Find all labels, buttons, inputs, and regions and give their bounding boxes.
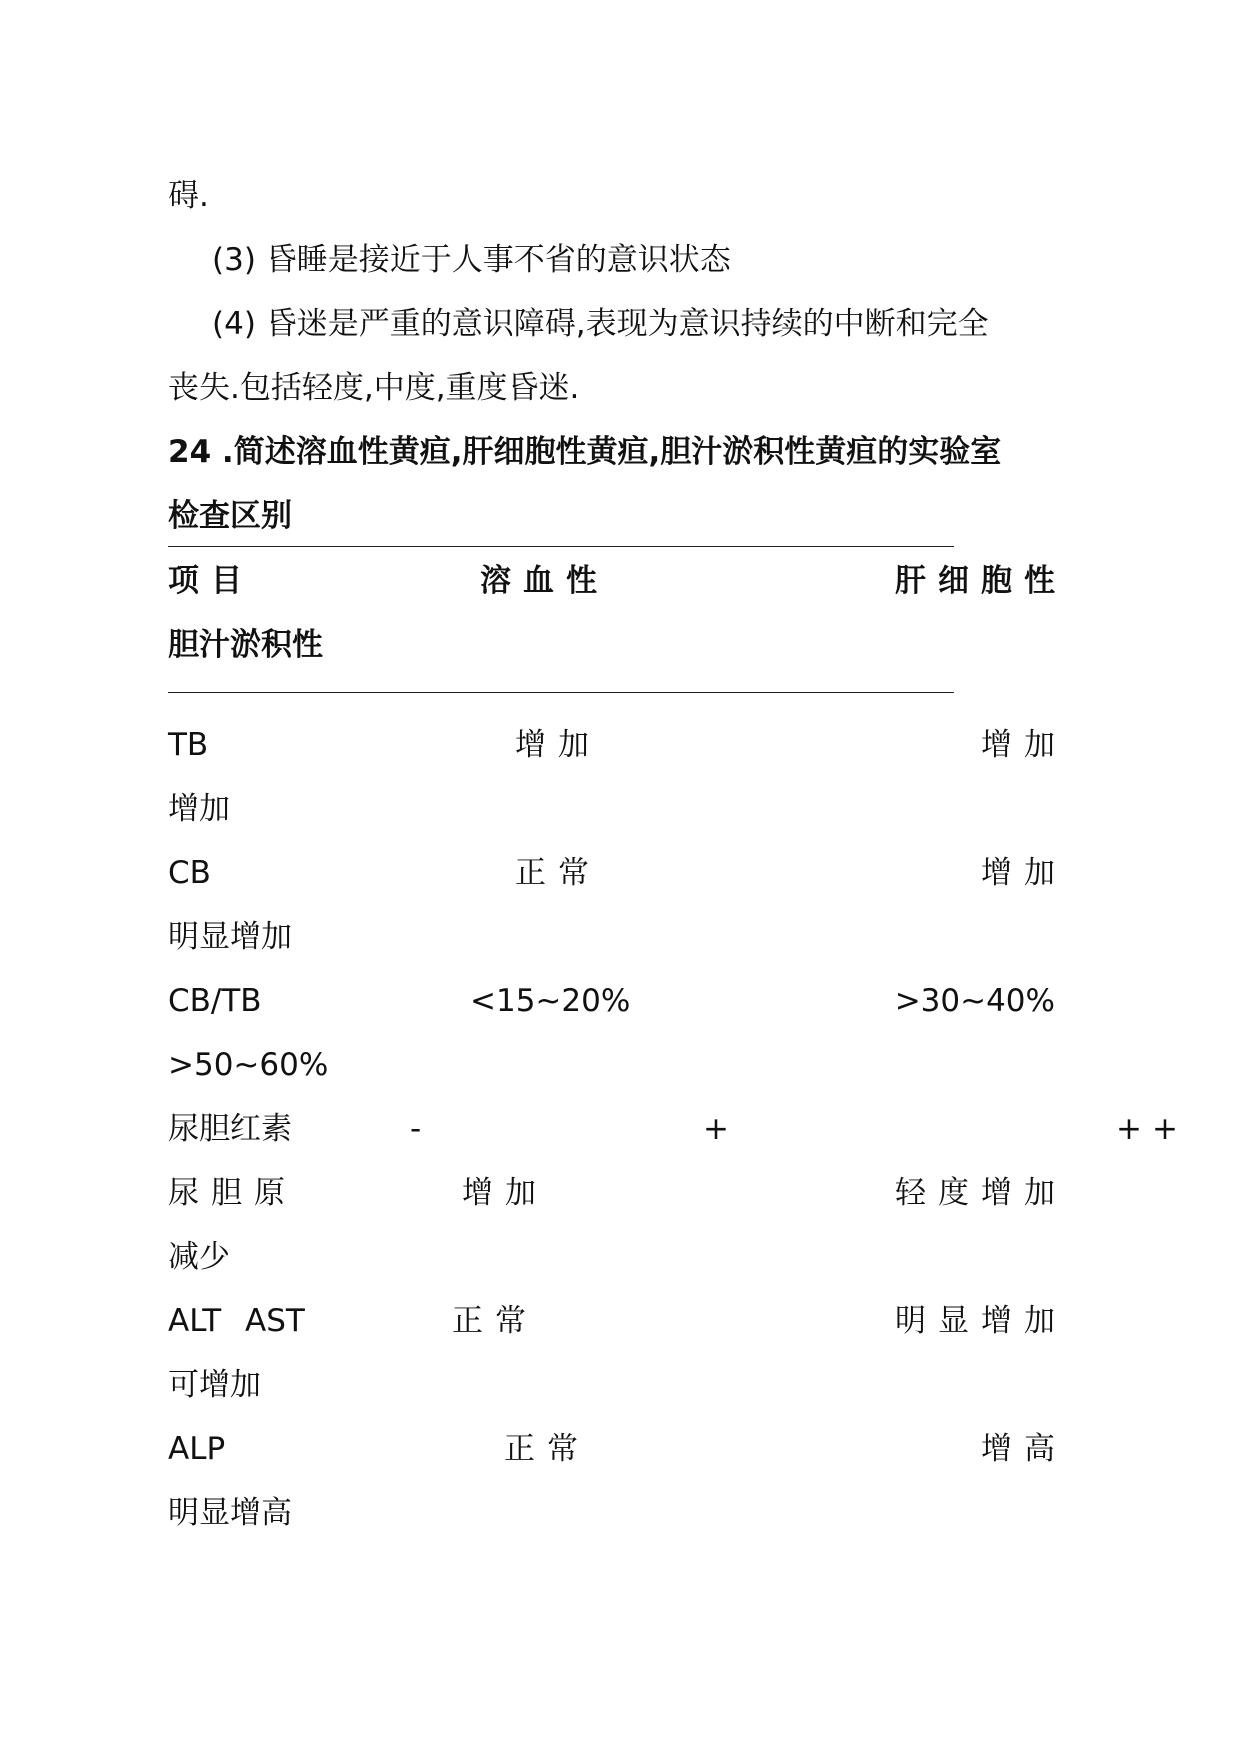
section-title-line1: 24 .简述溶血性黄疸,肝细胞性黄疸,胆汁淤积性黄疸的实验室	[168, 434, 1002, 470]
header-hepatocellular: 肝细胞性	[895, 563, 1067, 599]
cell-hepatocellular: 增高	[981, 1431, 1067, 1467]
section-title-line2: 检查区别	[168, 498, 292, 534]
cell-item: ALP	[168, 1431, 226, 1467]
cell-item: TB	[168, 727, 209, 763]
paragraph-coma-line1: (4) 昏迷是严重的意识障碍,表现为意识持续的中断和完全	[212, 306, 989, 342]
cell-item: 尿胆原	[168, 1175, 297, 1211]
header-hemolytic: 溶血性	[480, 563, 609, 599]
cell-cholestatic: 可增加	[168, 1367, 261, 1403]
header-cholestatic: 胆汁淤积性	[168, 627, 323, 663]
cell-item: CB	[168, 855, 211, 891]
cell-hemolytic: -	[410, 1111, 422, 1147]
cell-hepatocellular: 轻度增加	[895, 1175, 1067, 1211]
paragraph-continuation: 碍.	[168, 178, 209, 214]
cell-hemolytic: 正常	[452, 1303, 538, 1339]
cell-cholestatic: 增加	[168, 791, 230, 827]
paragraph-stupor: (3) 昏睡是接近于人事不省的意识状态	[212, 242, 731, 278]
paragraph-coma-line2: 丧失.包括轻度,中度,重度昏迷.	[168, 370, 580, 406]
cell-hepatocellular: 增加	[981, 727, 1067, 763]
table-header-rule	[168, 692, 954, 693]
cell-hepatocellular: +	[703, 1111, 729, 1147]
cell-cholestatic: 明显增高	[168, 1495, 292, 1531]
cell-hepatocellular: 明显增加	[895, 1303, 1067, 1339]
cell-hemolytic: 增加	[515, 727, 601, 763]
header-item: 项目	[168, 563, 254, 599]
cell-hemolytic: 增加	[462, 1175, 548, 1211]
cell-hemolytic: <15~20%	[470, 983, 631, 1019]
cell-cholestatic: 明显增加	[168, 919, 292, 955]
cell-cholestatic: ++	[1116, 1111, 1188, 1147]
cell-hemolytic: 正常	[515, 855, 601, 891]
cell-item: CB/TB	[168, 983, 262, 1019]
cell-cholestatic: 减少	[168, 1239, 230, 1275]
cell-item: 尿胆红素	[168, 1111, 292, 1147]
cell-hepatocellular: 增加	[981, 855, 1067, 891]
cell-item: ALT AST	[168, 1303, 305, 1339]
cell-hepatocellular: >30~40%	[894, 983, 1055, 1019]
cell-cholestatic: >50~60%	[168, 1047, 329, 1083]
table-top-rule	[168, 546, 954, 547]
cell-hemolytic: 正常	[504, 1431, 590, 1467]
